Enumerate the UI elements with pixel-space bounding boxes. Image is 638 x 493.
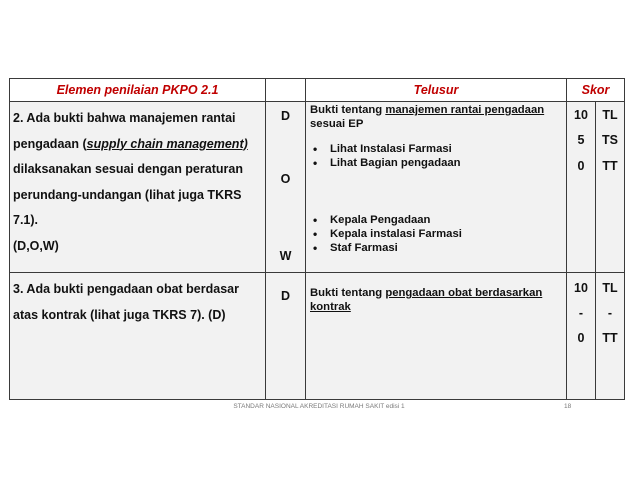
code-cell — [596, 273, 625, 400]
list-item: • Staf Farmasi — [310, 241, 562, 255]
method-o: O — [280, 172, 291, 186]
score-value: 10 — [574, 108, 588, 122]
method-cell — [266, 273, 306, 400]
method-d: D — [280, 109, 291, 123]
assessment-table — [9, 78, 625, 400]
score-code: TL — [602, 281, 618, 295]
observation-list — [310, 142, 562, 170]
score-code: TT — [602, 159, 618, 173]
header-elemen: Elemen penilaian PKPO 2.1 — [10, 79, 266, 102]
method-cell — [266, 102, 306, 273]
elemen-methods: (D,O,W) — [13, 238, 59, 253]
elemen-cell — [10, 273, 266, 400]
telusur-cell — [306, 102, 567, 273]
elemen-term: supply chain management) — [86, 136, 248, 151]
score-value: 10 — [574, 281, 588, 295]
page-number: 18 — [564, 403, 572, 410]
header-skor: Skor — [567, 79, 625, 102]
score-cell — [567, 273, 596, 400]
score-value: 5 — [577, 133, 585, 147]
score-cell — [567, 102, 596, 273]
score-value: 0 — [577, 159, 585, 173]
list-item: • Kepala Pengadaan — [310, 213, 562, 227]
list-item: • Lihat Instalasi Farmasi — [310, 142, 562, 156]
list-item: • Lihat Bagian pengadaan — [310, 156, 562, 170]
header-method — [266, 79, 306, 102]
score-value: - — [578, 306, 584, 320]
header-telusur: Telusur — [306, 79, 567, 102]
header-row — [10, 79, 625, 102]
telusur-intro: Bukti tentang manajemen rantai pengadaan sesuai EP — [310, 104, 545, 130]
method-d: D — [280, 289, 291, 303]
score-code: - — [607, 306, 613, 320]
footer-text: STANDAR NASIONAL AKREDITASI RUMAH SAKIT edisi 1 — [233, 403, 405, 410]
code-cell — [596, 102, 625, 273]
elemen-cell — [10, 102, 266, 273]
table-row — [10, 102, 625, 273]
telusur-cell — [306, 273, 567, 400]
interview-list — [310, 213, 562, 255]
score-code: TT — [602, 331, 618, 345]
elemen-text: 3. Ada bukti pengadaan obat berdasar atas kontrak (lihat juga TKRS 7). (D) — [13, 282, 239, 322]
score-code: TL — [602, 108, 618, 122]
telusur-intro: Bukti tentang pengadaan obat berdasarkan kontrak — [310, 287, 543, 313]
list-item: • Kepala instalasi Farmasi — [310, 227, 562, 241]
table-row — [10, 273, 625, 400]
score-code: TS — [602, 133, 618, 147]
method-w: W — [279, 249, 292, 263]
score-value: 0 — [577, 331, 585, 345]
elemen-text-rest: dilaksanakan sesuai dengan peraturan perundang-undangan (lihat juga TKRS 7.1). — [13, 162, 243, 227]
elemen-text: 2. Ada bukti bahwa manajemen rantai pengadaan ( — [13, 111, 236, 151]
